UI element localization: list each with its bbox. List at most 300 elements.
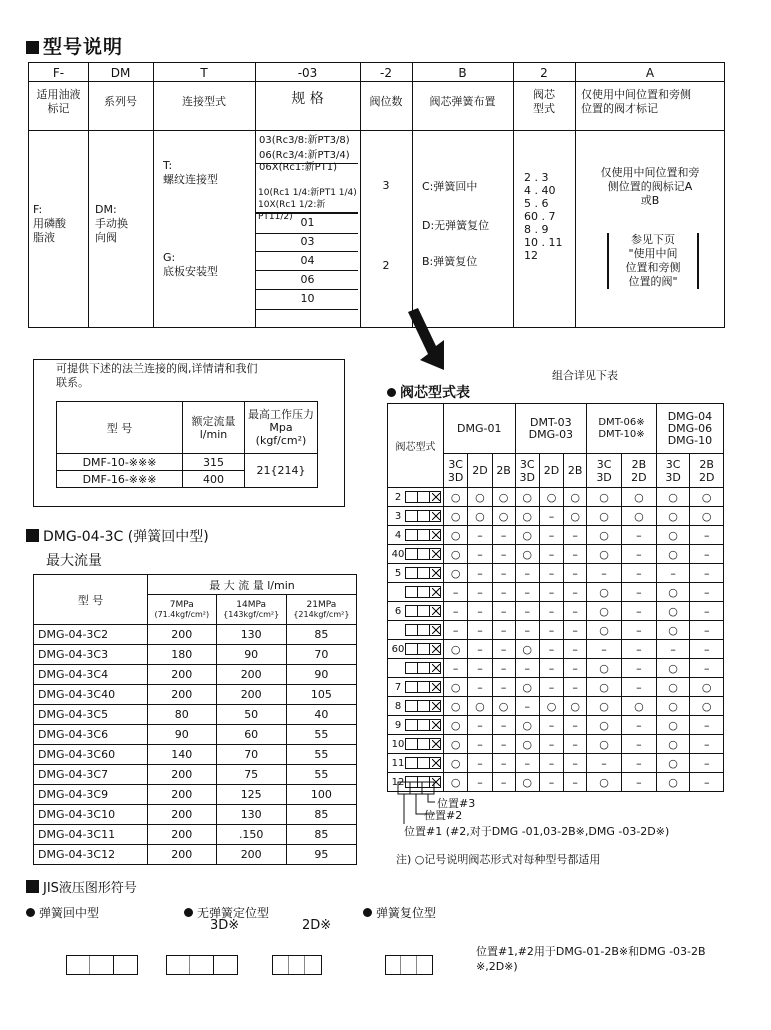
spool-subcol-header: 2D bbox=[539, 454, 563, 488]
spool-availability-cell: ○ bbox=[656, 526, 690, 545]
spool-availability-cell: ○ bbox=[587, 583, 622, 602]
jis-no-spring-3d: 3D※ bbox=[210, 918, 240, 933]
bullet-icon bbox=[184, 908, 193, 917]
spool-availability-cell: ○ bbox=[587, 659, 622, 678]
flow-value-cell: 140 bbox=[148, 745, 217, 765]
flange-table bbox=[56, 401, 318, 488]
spool-availability-cell: ○ bbox=[656, 754, 690, 773]
size-t-06: 06(Rc3/4:新PT3/4) 06X(Rc1:新PT1) bbox=[259, 150, 350, 173]
spool-row-label: 2 bbox=[388, 488, 444, 507]
spool-availability-cell: – bbox=[492, 773, 515, 792]
flow-row bbox=[34, 645, 357, 665]
spool-availability-cell: – bbox=[564, 678, 587, 697]
spool-availability-cell: – bbox=[690, 773, 724, 792]
spool-row bbox=[388, 488, 724, 507]
flow-section-title: DMG-04-3C (弹簧回中型) bbox=[26, 526, 209, 546]
spool-availability-cell: – bbox=[468, 621, 492, 640]
spool-availability-cell: – bbox=[492, 621, 515, 640]
flow-model-cell: DMG-04-3C5 bbox=[34, 705, 148, 725]
spool-availability-cell: ○ bbox=[444, 507, 468, 526]
header-mark: 仅使用中间位置和旁侧 位置的阀才标记 bbox=[581, 88, 691, 115]
code-spool: 2 bbox=[540, 66, 548, 80]
flow-value-cell: 85 bbox=[286, 825, 356, 845]
spool-availability-cell: – bbox=[690, 583, 724, 602]
spool-subcol-header: 3C 3D bbox=[656, 454, 690, 488]
spool-row bbox=[388, 697, 724, 716]
spool-availability-cell: ○ bbox=[656, 735, 690, 754]
spool-availability-cell: – bbox=[690, 545, 724, 564]
flow-value-cell: 200 bbox=[148, 665, 217, 685]
spool-availability-cell: ○ bbox=[656, 659, 690, 678]
square-bullet-icon bbox=[26, 880, 39, 893]
spool-row bbox=[388, 659, 724, 678]
size-g-01: 01 bbox=[300, 216, 315, 229]
spool-availability-cell: – bbox=[444, 659, 468, 678]
fluid-value: F: 用磷酸 脂液 bbox=[33, 203, 66, 244]
spool-availability-cell: ○ bbox=[564, 507, 587, 526]
spool-availability-cell: ○ bbox=[515, 526, 539, 545]
flow-value-cell: 85 bbox=[286, 625, 356, 645]
spool-availability-cell: – bbox=[621, 621, 656, 640]
spool-availability-cell: ○ bbox=[539, 488, 563, 507]
spring-d: D:无弹簧复位 bbox=[422, 219, 490, 232]
flow-row bbox=[34, 725, 357, 745]
spool-corner: 阀芯型式 bbox=[388, 404, 444, 488]
flange-info-box bbox=[33, 359, 345, 507]
size-g-03: 03 bbox=[300, 235, 315, 248]
flow-header-model: 型 号 bbox=[34, 575, 148, 625]
flange-model: DMF-10-※※※ bbox=[57, 454, 183, 471]
flow-row bbox=[34, 765, 357, 785]
spool-availability-cell: – bbox=[539, 621, 563, 640]
spool-availability-cell: – bbox=[468, 754, 492, 773]
flow-value-cell: 80 bbox=[148, 705, 217, 725]
flow-model-cell: DMG-04-3C7 bbox=[34, 765, 148, 785]
spool-availability-cell: – bbox=[468, 583, 492, 602]
spool-availability-cell: ○ bbox=[587, 488, 622, 507]
spool-availability-cell: – bbox=[515, 754, 539, 773]
positions-2: 2 bbox=[382, 259, 390, 272]
jis-spring-return-symbol-icon bbox=[385, 955, 433, 975]
flange-flow: 400 bbox=[183, 471, 245, 488]
spool-availability-cell: ○ bbox=[690, 507, 724, 526]
spool-availability-cell: ○ bbox=[444, 735, 468, 754]
code-mark: A bbox=[645, 66, 655, 80]
flow-model-cell: DMG-04-3C3 bbox=[34, 645, 148, 665]
spool-availability-cell: – bbox=[656, 564, 690, 583]
spool-availability-cell: – bbox=[656, 640, 690, 659]
spool-availability-cell: – bbox=[621, 640, 656, 659]
code-connection: T bbox=[200, 66, 208, 80]
spool-availability-cell: – bbox=[621, 545, 656, 564]
spool-row bbox=[388, 621, 724, 640]
positions-3: 3 bbox=[382, 179, 390, 192]
spool-availability-cell: ○ bbox=[587, 602, 622, 621]
flow-value-cell: 200 bbox=[148, 785, 217, 805]
spool-availability-cell: – bbox=[539, 564, 563, 583]
spool-availability-cell: ○ bbox=[468, 697, 492, 716]
spool-availability-cell: ○ bbox=[515, 678, 539, 697]
reference-note: 参见下页 "使用中间 位置和旁侧 位置的阀" bbox=[625, 233, 681, 288]
spool-symbol-icon bbox=[405, 586, 441, 598]
flow-value-cell: 90 bbox=[216, 645, 286, 665]
jis-spring-return: 弹簧复位型 bbox=[363, 904, 436, 921]
spool-row bbox=[388, 735, 724, 754]
jis-spring-center: 弹簧回中型 bbox=[26, 904, 99, 921]
flow-value-cell: 60 bbox=[216, 725, 286, 745]
spool-availability-cell: – bbox=[564, 773, 587, 792]
spool-subcol-header: 2B bbox=[564, 454, 587, 488]
spool-subcol-header: 3C 3D bbox=[587, 454, 622, 488]
header-spring: 阀芯弹簧布置 bbox=[429, 95, 496, 108]
square-bullet-icon bbox=[26, 41, 39, 54]
flange-text: 可提供下述的法兰连接的阀,详情请和我们 联系。 bbox=[56, 362, 258, 389]
flow-value-cell: 90 bbox=[148, 725, 217, 745]
spool-availability-cell: ○ bbox=[444, 640, 468, 659]
flow-value-cell: 95 bbox=[286, 845, 356, 865]
spool-availability-cell: – bbox=[621, 678, 656, 697]
spool-availability-cell: ○ bbox=[444, 773, 468, 792]
spool-availability-cell: – bbox=[539, 602, 563, 621]
jis-title: JIS液压图形符号 bbox=[26, 877, 137, 896]
spool-availability-cell: ○ bbox=[656, 773, 690, 792]
jis-footnote: 位置#1,#2用于DMG-01-2B※和DMG -03-2B ※,2D※) bbox=[476, 945, 706, 973]
spool-availability-cell: ○ bbox=[621, 488, 656, 507]
spool-availability-cell: ○ bbox=[587, 526, 622, 545]
size-t-10: 10(Rc1 1/4:新PT1 1/4) 10X(Rc1 1/2:新PT11/2) bbox=[258, 188, 357, 222]
conn-subplate: G: 底板安装型 bbox=[163, 251, 218, 278]
spool-availability-cell: – bbox=[492, 678, 515, 697]
spool-availability-cell: – bbox=[492, 735, 515, 754]
spool-availability-cell: – bbox=[621, 526, 656, 545]
flow-row bbox=[34, 625, 357, 645]
spool-availability-cell: ○ bbox=[539, 697, 563, 716]
spool-row bbox=[388, 678, 724, 697]
spool-availability-cell: – bbox=[468, 773, 492, 792]
spool-row-label: 60 bbox=[388, 640, 444, 659]
spool-availability-cell: – bbox=[564, 716, 587, 735]
spool-availability-cell: ○ bbox=[515, 545, 539, 564]
spool-symbol-icon bbox=[405, 738, 441, 750]
spool-symbol-icon bbox=[405, 491, 441, 503]
flow-value-cell: 75 bbox=[216, 765, 286, 785]
spool-availability-cell: – bbox=[621, 564, 656, 583]
spool-row-label: 6 bbox=[388, 602, 444, 621]
spool-availability-cell: – bbox=[468, 602, 492, 621]
spool-availability-cell: – bbox=[621, 583, 656, 602]
spring-c: C:弹簧回中 bbox=[422, 180, 478, 193]
jis-spring-center-symbol-icon bbox=[66, 955, 138, 975]
spool-availability-cell: – bbox=[468, 735, 492, 754]
flow-value-cell: 105 bbox=[286, 685, 356, 705]
header-positions: 阀位数 bbox=[369, 95, 403, 108]
square-bullet-icon bbox=[26, 529, 39, 542]
spool-availability-cell: ○ bbox=[444, 526, 468, 545]
spool-row-label bbox=[388, 659, 444, 678]
spool-availability-cell: ○ bbox=[515, 716, 539, 735]
spool-availability-cell: – bbox=[539, 526, 563, 545]
flow-row bbox=[34, 785, 357, 805]
spool-availability-cell: – bbox=[621, 773, 656, 792]
spool-availability-cell: – bbox=[621, 754, 656, 773]
spool-row bbox=[388, 640, 724, 659]
spool-availability-cell: – bbox=[515, 602, 539, 621]
spool-availability-cell: – bbox=[444, 583, 468, 602]
spool-availability-cell: ○ bbox=[587, 697, 622, 716]
spool-availability-cell: ○ bbox=[621, 507, 656, 526]
code-spring: B bbox=[458, 66, 467, 80]
flow-row bbox=[34, 705, 357, 725]
spool-availability-cell: – bbox=[468, 640, 492, 659]
spool-row-label bbox=[388, 621, 444, 640]
spool-availability-cell: – bbox=[564, 526, 587, 545]
spool-availability-cell: ○ bbox=[656, 545, 690, 564]
flow-value-cell: 200 bbox=[148, 765, 217, 785]
flow-value-cell: 50 bbox=[216, 705, 286, 725]
spool-row-label: 3 bbox=[388, 507, 444, 526]
spool-row bbox=[388, 583, 724, 602]
spool-availability-cell: – bbox=[690, 602, 724, 621]
spool-symbol-icon bbox=[405, 700, 441, 712]
spool-availability-cell: – bbox=[564, 659, 587, 678]
spool-availability-cell: – bbox=[621, 735, 656, 754]
header-fluid: 适用油液 标记 bbox=[36, 88, 81, 115]
spool-row bbox=[388, 754, 724, 773]
spool-availability-cell: – bbox=[444, 621, 468, 640]
spool-availability-cell: ○ bbox=[444, 678, 468, 697]
code-fluid: F- bbox=[52, 66, 65, 80]
spool-row-label: 11 bbox=[388, 754, 444, 773]
spool-availability-cell: – bbox=[492, 716, 515, 735]
spool-availability-cell: – bbox=[690, 640, 724, 659]
spool-availability-cell: – bbox=[690, 564, 724, 583]
spool-availability-cell: ○ bbox=[444, 716, 468, 735]
flange-header-flow: 额定流量 l/min bbox=[183, 402, 245, 454]
size-g-10: 10 bbox=[300, 292, 315, 305]
group-dmt-03: DMT-03 DMG-03 bbox=[515, 404, 587, 454]
flow-model-cell: DMG-04-3C2 bbox=[34, 625, 148, 645]
spool-availability-cell: – bbox=[539, 754, 563, 773]
flow-model-cell: DMG-04-3C4 bbox=[34, 665, 148, 685]
flow-value-cell: 100 bbox=[286, 785, 356, 805]
flange-pressure: 21{214} bbox=[245, 454, 318, 488]
spool-availability-cell: – bbox=[539, 735, 563, 754]
spool-availability-cell: ○ bbox=[515, 735, 539, 754]
spool-availability-cell: – bbox=[564, 583, 587, 602]
spool-availability-cell: – bbox=[539, 773, 563, 792]
spool-availability-cell: ○ bbox=[587, 621, 622, 640]
spool-symbol-icon bbox=[405, 662, 441, 674]
flow-value-cell: .150 bbox=[216, 825, 286, 845]
spool-availability-cell: ○ bbox=[515, 773, 539, 792]
flow-section-subtitle: 最大流量 bbox=[46, 553, 102, 569]
flow-value-cell: 55 bbox=[286, 765, 356, 785]
spool-availability-cell: – bbox=[539, 545, 563, 564]
spool-table-title: 阀芯型式表 bbox=[387, 382, 470, 402]
size-t-03: 03(Rc3/8:新PT3/8) bbox=[259, 135, 350, 146]
spool-row-label: 9 bbox=[388, 716, 444, 735]
flow-value-cell: 200 bbox=[216, 685, 286, 705]
spool-row bbox=[388, 564, 724, 583]
group-dmg-01: DMG-01 bbox=[444, 404, 516, 454]
spool-availability-cell: – bbox=[539, 640, 563, 659]
jis-no-spring: 无弹簧定位型 bbox=[184, 904, 269, 921]
flow-row bbox=[34, 665, 357, 685]
spool-availability-cell: – bbox=[492, 526, 515, 545]
spool-symbol-icon bbox=[405, 643, 441, 655]
spool-availability-cell: ○ bbox=[444, 754, 468, 773]
flow-model-cell: DMG-04-3C10 bbox=[34, 805, 148, 825]
spool-availability-cell: ○ bbox=[587, 773, 622, 792]
spool-availability-cell: – bbox=[492, 545, 515, 564]
spool-availability-cell: – bbox=[564, 621, 587, 640]
flow-value-cell: 130 bbox=[216, 805, 286, 825]
spool-symbol-icon bbox=[405, 719, 441, 731]
spool-symbol-icon bbox=[405, 510, 441, 522]
flow-row bbox=[34, 685, 357, 705]
flow-row bbox=[34, 745, 357, 765]
flow-value-cell: 130 bbox=[216, 625, 286, 645]
flow-value-cell: 200 bbox=[216, 665, 286, 685]
spool-availability-cell: – bbox=[621, 659, 656, 678]
spool-availability-cell: – bbox=[492, 583, 515, 602]
flow-model-cell: DMG-04-3C6 bbox=[34, 725, 148, 745]
spool-symbol-icon bbox=[405, 529, 441, 541]
spool-availability-cell: – bbox=[492, 602, 515, 621]
spool-row-label: 40 bbox=[388, 545, 444, 564]
spool-type-table bbox=[387, 403, 724, 792]
flange-flow: 315 bbox=[183, 454, 245, 471]
size-g-06: 06 bbox=[300, 273, 315, 286]
max-flow-table: 型 号 最 大 流 量 l/min 7MPa (71.4kgf/cm²) 14MPa {143kgf/cm²} 21MPa {214kgf/cm²} DMG-04-3C2 200 130 85 DMG-04-3C3 180 90 70 DMG-04-3C4 200 200 90 DMG-04-3C40 200 200 105 DMG-04-3C5 80 50 40 DMG-04-3C6 90 60 55 DMG-04-3C60 140 70 55 DMG-04-3C7 200 75 55 DMG-04-3C9 200 125 100 DMG-04-3C10 200 130 85 DMG-04-3C11 200 .150 85 DMG-04-3C12 200 200 95 bbox=[33, 574, 357, 865]
spool-availability-cell: ○ bbox=[515, 488, 539, 507]
spool-availability-cell: – bbox=[690, 621, 724, 640]
spool-availability-cell: – bbox=[539, 507, 563, 526]
spool-symbol-icon bbox=[405, 605, 441, 617]
spool-availability-cell: – bbox=[492, 640, 515, 659]
spool-availability-cell: – bbox=[690, 659, 724, 678]
spool-availability-cell: – bbox=[564, 564, 587, 583]
spool-availability-cell: ○ bbox=[587, 678, 622, 697]
spool-availability-cell: – bbox=[539, 716, 563, 735]
spool-availability-cell: – bbox=[564, 545, 587, 564]
flow-value-cell: 55 bbox=[286, 745, 356, 765]
spool-note: 注) ○记号说明阀芯形式对每种型号都适用 bbox=[396, 853, 601, 866]
spool-availability-cell: ○ bbox=[656, 488, 690, 507]
spool-subcol-header: 2D bbox=[468, 454, 492, 488]
spool-availability-cell: ○ bbox=[444, 564, 468, 583]
spool-row-label: 12 bbox=[388, 773, 444, 792]
spool-availability-cell: ○ bbox=[587, 507, 622, 526]
position-1-label: 位置#1 (#2,对于DMG -01,03-2B※,DMG -03-2D※) bbox=[404, 825, 670, 838]
spool-availability-cell: – bbox=[564, 640, 587, 659]
spool-availability-cell: – bbox=[468, 526, 492, 545]
flow-value-cell: 200 bbox=[216, 845, 286, 865]
group-dmg-04: DMG-04 DMG-06 DMG-10 bbox=[656, 404, 723, 454]
spool-availability-cell: – bbox=[690, 526, 724, 545]
flow-value-cell: 200 bbox=[148, 685, 217, 705]
flow-model-cell: DMG-04-3C12 bbox=[34, 845, 148, 865]
group-dmt-06: DMT-06※ DMT-10※ bbox=[587, 404, 657, 454]
spool-availability-cell: – bbox=[539, 678, 563, 697]
position-3-label: 位置#3 bbox=[437, 797, 476, 810]
flow-model-cell: DMG-04-3C11 bbox=[34, 825, 148, 845]
flow-header-group: 最 大 流 量 l/min bbox=[148, 575, 357, 595]
spool-availability-cell: – bbox=[564, 754, 587, 773]
spool-availability-cell: ○ bbox=[468, 488, 492, 507]
flow-row bbox=[34, 845, 357, 865]
spool-availability-cell: ○ bbox=[444, 697, 468, 716]
flow-value-cell: 70 bbox=[286, 645, 356, 665]
jis-no-spring-2d: 2D※ bbox=[302, 918, 332, 933]
jis-no-spring-2d-symbol-icon bbox=[272, 955, 322, 975]
spool-symbol-icon bbox=[405, 624, 441, 636]
spool-availability-cell: ○ bbox=[656, 602, 690, 621]
flow-value-cell: 180 bbox=[148, 645, 217, 665]
spool-availability-cell: – bbox=[564, 602, 587, 621]
header-spool: 阀芯 型式 bbox=[533, 88, 555, 115]
spool-symbol-icon bbox=[405, 681, 441, 693]
size-g-04: 04 bbox=[300, 254, 315, 267]
spool-subcol-header: 3C 3D bbox=[515, 454, 539, 488]
spool-row bbox=[388, 716, 724, 735]
spool-availability-cell: – bbox=[468, 716, 492, 735]
series-value: DM: 手动换 向阀 bbox=[95, 203, 128, 244]
spool-row-label: 8 bbox=[388, 697, 444, 716]
spool-availability-cell: – bbox=[492, 754, 515, 773]
header-connection: 连接型式 bbox=[182, 95, 226, 108]
spool-row bbox=[388, 545, 724, 564]
flange-header-model: 型 号 bbox=[57, 402, 183, 454]
spool-availability-cell: ○ bbox=[587, 545, 622, 564]
spring-b: B:弹簧复位 bbox=[422, 255, 478, 268]
spool-availability-cell: ○ bbox=[492, 697, 515, 716]
bullet-icon bbox=[363, 908, 372, 917]
spool-availability-cell: – bbox=[587, 754, 622, 773]
spool-availability-cell: – bbox=[621, 602, 656, 621]
spool-availability-cell: ○ bbox=[690, 678, 724, 697]
spool-availability-cell: – bbox=[492, 659, 515, 678]
code-size: -03 bbox=[297, 66, 318, 80]
spool-availability-cell: – bbox=[621, 716, 656, 735]
flange-header-pressure: 最高工作压力 Mpa (kgf/cm²) bbox=[245, 402, 318, 454]
flow-value-cell: 200 bbox=[148, 845, 217, 865]
spool-availability-cell: ○ bbox=[468, 507, 492, 526]
spool-subcol-header: 2B 2D bbox=[690, 454, 724, 488]
spool-availability-cell: ○ bbox=[492, 488, 515, 507]
spool-row-label: 10 bbox=[388, 735, 444, 754]
spool-availability-cell: – bbox=[515, 583, 539, 602]
spool-availability-cell: – bbox=[587, 640, 622, 659]
spool-availability-cell: – bbox=[539, 583, 563, 602]
spool-row-label: 4 bbox=[388, 526, 444, 545]
spool-availability-cell: ○ bbox=[656, 716, 690, 735]
spool-availability-cell: – bbox=[587, 564, 622, 583]
spool-availability-cell: ○ bbox=[492, 507, 515, 526]
spool-availability-cell: – bbox=[515, 659, 539, 678]
spool-availability-cell: ○ bbox=[587, 716, 622, 735]
spool-availability-cell: – bbox=[690, 735, 724, 754]
spool-availability-cell: – bbox=[690, 754, 724, 773]
flow-value-cell: 200 bbox=[148, 805, 217, 825]
spool-subcol-header: 2B bbox=[492, 454, 515, 488]
spool-availability-cell: – bbox=[690, 716, 724, 735]
header-size: 规 格 bbox=[291, 91, 324, 107]
spool-symbol-icon bbox=[405, 567, 441, 579]
spool-availability-cell: ○ bbox=[621, 697, 656, 716]
spool-availability-cell: ○ bbox=[656, 583, 690, 602]
spool-availability-cell: ○ bbox=[444, 488, 468, 507]
